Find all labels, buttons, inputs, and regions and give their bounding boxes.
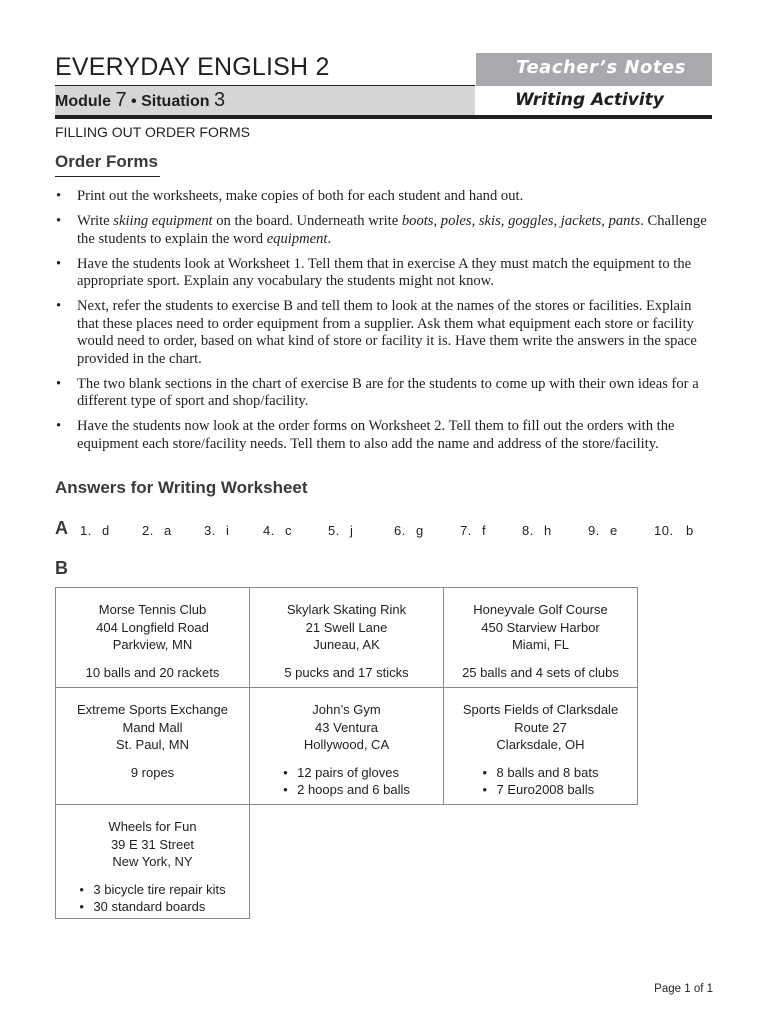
store-name: Skylark Skating Rink xyxy=(286,602,407,617)
store-street: 43 Ventura xyxy=(315,719,378,735)
answer-value: a xyxy=(164,523,172,538)
empty-cell xyxy=(250,805,444,919)
instruction-text: Have the students now look at the order forms on Worksheet 2. Tell them to fill out the orders with the equipment each store/facility needs. Tell them to also add the name and address of the store/facility. xyxy=(77,418,675,452)
store-city: St. Paul, MN xyxy=(116,737,189,752)
activity-label: Writing Activity xyxy=(515,90,664,110)
store-street: 404 Longfield Road xyxy=(96,619,209,635)
table-cell xyxy=(56,805,250,919)
answer-a-item xyxy=(204,523,229,538)
table-cell xyxy=(444,588,638,688)
answer-value: f xyxy=(482,523,487,538)
store-street: 39 E 31 Street xyxy=(110,836,195,852)
order-item: • 12 pairs of gloves xyxy=(283,764,410,782)
instruction-text: . xyxy=(327,230,332,247)
answer-number: 6. xyxy=(394,523,406,538)
table-row xyxy=(56,588,638,688)
store-city: Clarksdale, OH xyxy=(496,737,585,752)
instruction-text: The two blank sections in the chart of exercise B are for the students to come up with their own ideas for a different type of sport and shop/facility. xyxy=(77,375,699,409)
situation-number: 3 xyxy=(213,89,226,111)
table-cell xyxy=(56,588,250,688)
instruction-text: on the board. Underneath write xyxy=(212,213,402,229)
answer-number: 5. xyxy=(328,523,340,538)
order-item: • 30 standard boards xyxy=(79,898,225,916)
answer-number: 8. xyxy=(522,523,534,538)
order-items-list xyxy=(283,764,410,799)
answer-a-item xyxy=(394,523,424,538)
order-items-list xyxy=(483,764,599,799)
empty-cell xyxy=(444,805,638,919)
store-name: Morse Tennis Club xyxy=(98,602,207,617)
answer-a-item xyxy=(328,523,353,538)
order-item: • 8 balls and 8 bats xyxy=(483,764,599,782)
answer-value: g xyxy=(416,523,424,538)
answer-number: 9. xyxy=(588,523,600,538)
store-name: Sports Fields of Clarksdale xyxy=(462,702,619,717)
answer-a-item xyxy=(263,523,292,538)
exercise-b-table xyxy=(55,587,638,919)
store-city: Miami, FL xyxy=(511,637,570,652)
module-situation-label xyxy=(55,89,225,112)
store-order: 5 pucks and 17 sticks xyxy=(284,664,409,680)
answer-value: h xyxy=(544,523,552,538)
exercise-a-label: A xyxy=(55,518,68,538)
answers-heading: Answers for Writing Worksheet xyxy=(55,478,308,497)
store-street: Mand Mall xyxy=(122,719,183,735)
store-city: Parkview, MN xyxy=(112,637,193,652)
instruction-text: Next, refer the students to exercise B and tell them to look at the names of the stores or facilities. Explain that these places need to order equipment from a supplier. Ask them what equipment each store or facility would need to order, based on what kind of store or facility it is. Have them write the answers in the space provided in the chart. xyxy=(77,298,697,367)
instruction-text: Print out the worksheets, make copies of both for each student and hand out. xyxy=(77,188,524,204)
instruction-item xyxy=(55,298,715,368)
instruction-item xyxy=(55,256,715,291)
order-item: • 2 hoops and 6 balls xyxy=(283,781,410,799)
answer-a-item xyxy=(460,523,486,538)
store-name: Extreme Sports Exchange xyxy=(76,702,229,717)
answer-a-item xyxy=(522,523,552,538)
answer-number: 3. xyxy=(204,523,216,538)
instruction-item xyxy=(55,418,715,453)
store-order: 10 balls and 20 rackets xyxy=(85,664,220,680)
table-cell xyxy=(56,688,250,805)
module-word: Module xyxy=(55,93,111,110)
order-items-list xyxy=(79,881,225,916)
store-order: 25 balls and 4 sets of clubs xyxy=(462,664,619,680)
exercise-b-label: B xyxy=(55,558,68,578)
store-street: Route 27 xyxy=(514,719,567,735)
answer-value: j xyxy=(350,523,354,538)
store-street: 450 Starview Harbor xyxy=(481,619,600,635)
instruction-text: . Challenge the students to explain the word xyxy=(77,213,707,247)
instruction-item xyxy=(55,376,715,411)
table-cell xyxy=(250,588,444,688)
answer-a-item xyxy=(588,523,618,538)
answer-a-item xyxy=(654,523,694,538)
instruction-text: Have the students look at Worksheet 1. Tell them that in exercise A they must match the equipment to the appropriate sport. Explain any vocabulary the students might not know. xyxy=(77,255,692,289)
order-forms-heading: Order Forms xyxy=(55,152,158,171)
table-row xyxy=(56,688,638,805)
answer-value: i xyxy=(226,523,230,538)
instruction-emphasis: boots, poles, skis, goggles, jackets, pants xyxy=(401,213,641,229)
situation-word: Situation xyxy=(141,93,210,110)
answer-number: 2. xyxy=(142,523,154,538)
store-street: 21 Swell Lane xyxy=(305,619,388,635)
table-cell xyxy=(250,688,444,805)
module-number: 7 xyxy=(115,89,127,111)
order-item: • 7 Euro2008 balls xyxy=(483,781,599,799)
instruction-text: Write xyxy=(77,213,114,229)
store-name: John’s Gym xyxy=(312,702,381,717)
module-bar xyxy=(55,86,475,115)
answer-value: c xyxy=(285,523,292,538)
header-rule-bottom xyxy=(55,115,712,119)
instruction-item xyxy=(55,188,715,206)
store-city: Hollywood, CA xyxy=(303,737,390,752)
teachers-notes-label: Teacher’s Notes xyxy=(516,57,686,78)
page-title: EVERYDAY ENGLISH 2 xyxy=(55,53,330,81)
answer-a-item xyxy=(80,523,110,538)
exercise-a-answers xyxy=(0,523,768,543)
store-order: 9 ropes xyxy=(130,764,175,780)
answer-value: b xyxy=(686,523,694,538)
answer-number: 7. xyxy=(460,523,472,538)
answer-value: e xyxy=(610,523,618,538)
order-forms-underline xyxy=(55,176,160,177)
section-subheading: FILLING OUT ORDER FORMS xyxy=(55,124,250,140)
instruction-emphasis: skiing equipment xyxy=(113,213,213,229)
answer-number: 10. xyxy=(654,523,674,538)
answer-number: 1. xyxy=(80,523,92,538)
order-item: • 3 bicycle tire repair kits xyxy=(79,881,225,899)
answer-a-item xyxy=(142,523,172,538)
store-city: Juneau, AK xyxy=(313,637,380,652)
instructions-list xyxy=(55,188,715,461)
teachers-notes-banner xyxy=(476,53,712,86)
store-name: Honeyvale Golf Course xyxy=(473,602,608,617)
instruction-emphasis: equipment xyxy=(266,230,328,247)
table-row xyxy=(56,805,638,919)
page-number: Page 1 of 1 xyxy=(654,983,713,995)
answer-number: 4. xyxy=(263,523,275,538)
instruction-item xyxy=(55,213,715,248)
separator-bullet: • xyxy=(131,93,137,110)
table-cell xyxy=(444,688,638,805)
store-name: Wheels for Fun xyxy=(108,819,197,834)
store-city: New York, NY xyxy=(112,854,193,869)
answer-value: d xyxy=(102,523,110,538)
